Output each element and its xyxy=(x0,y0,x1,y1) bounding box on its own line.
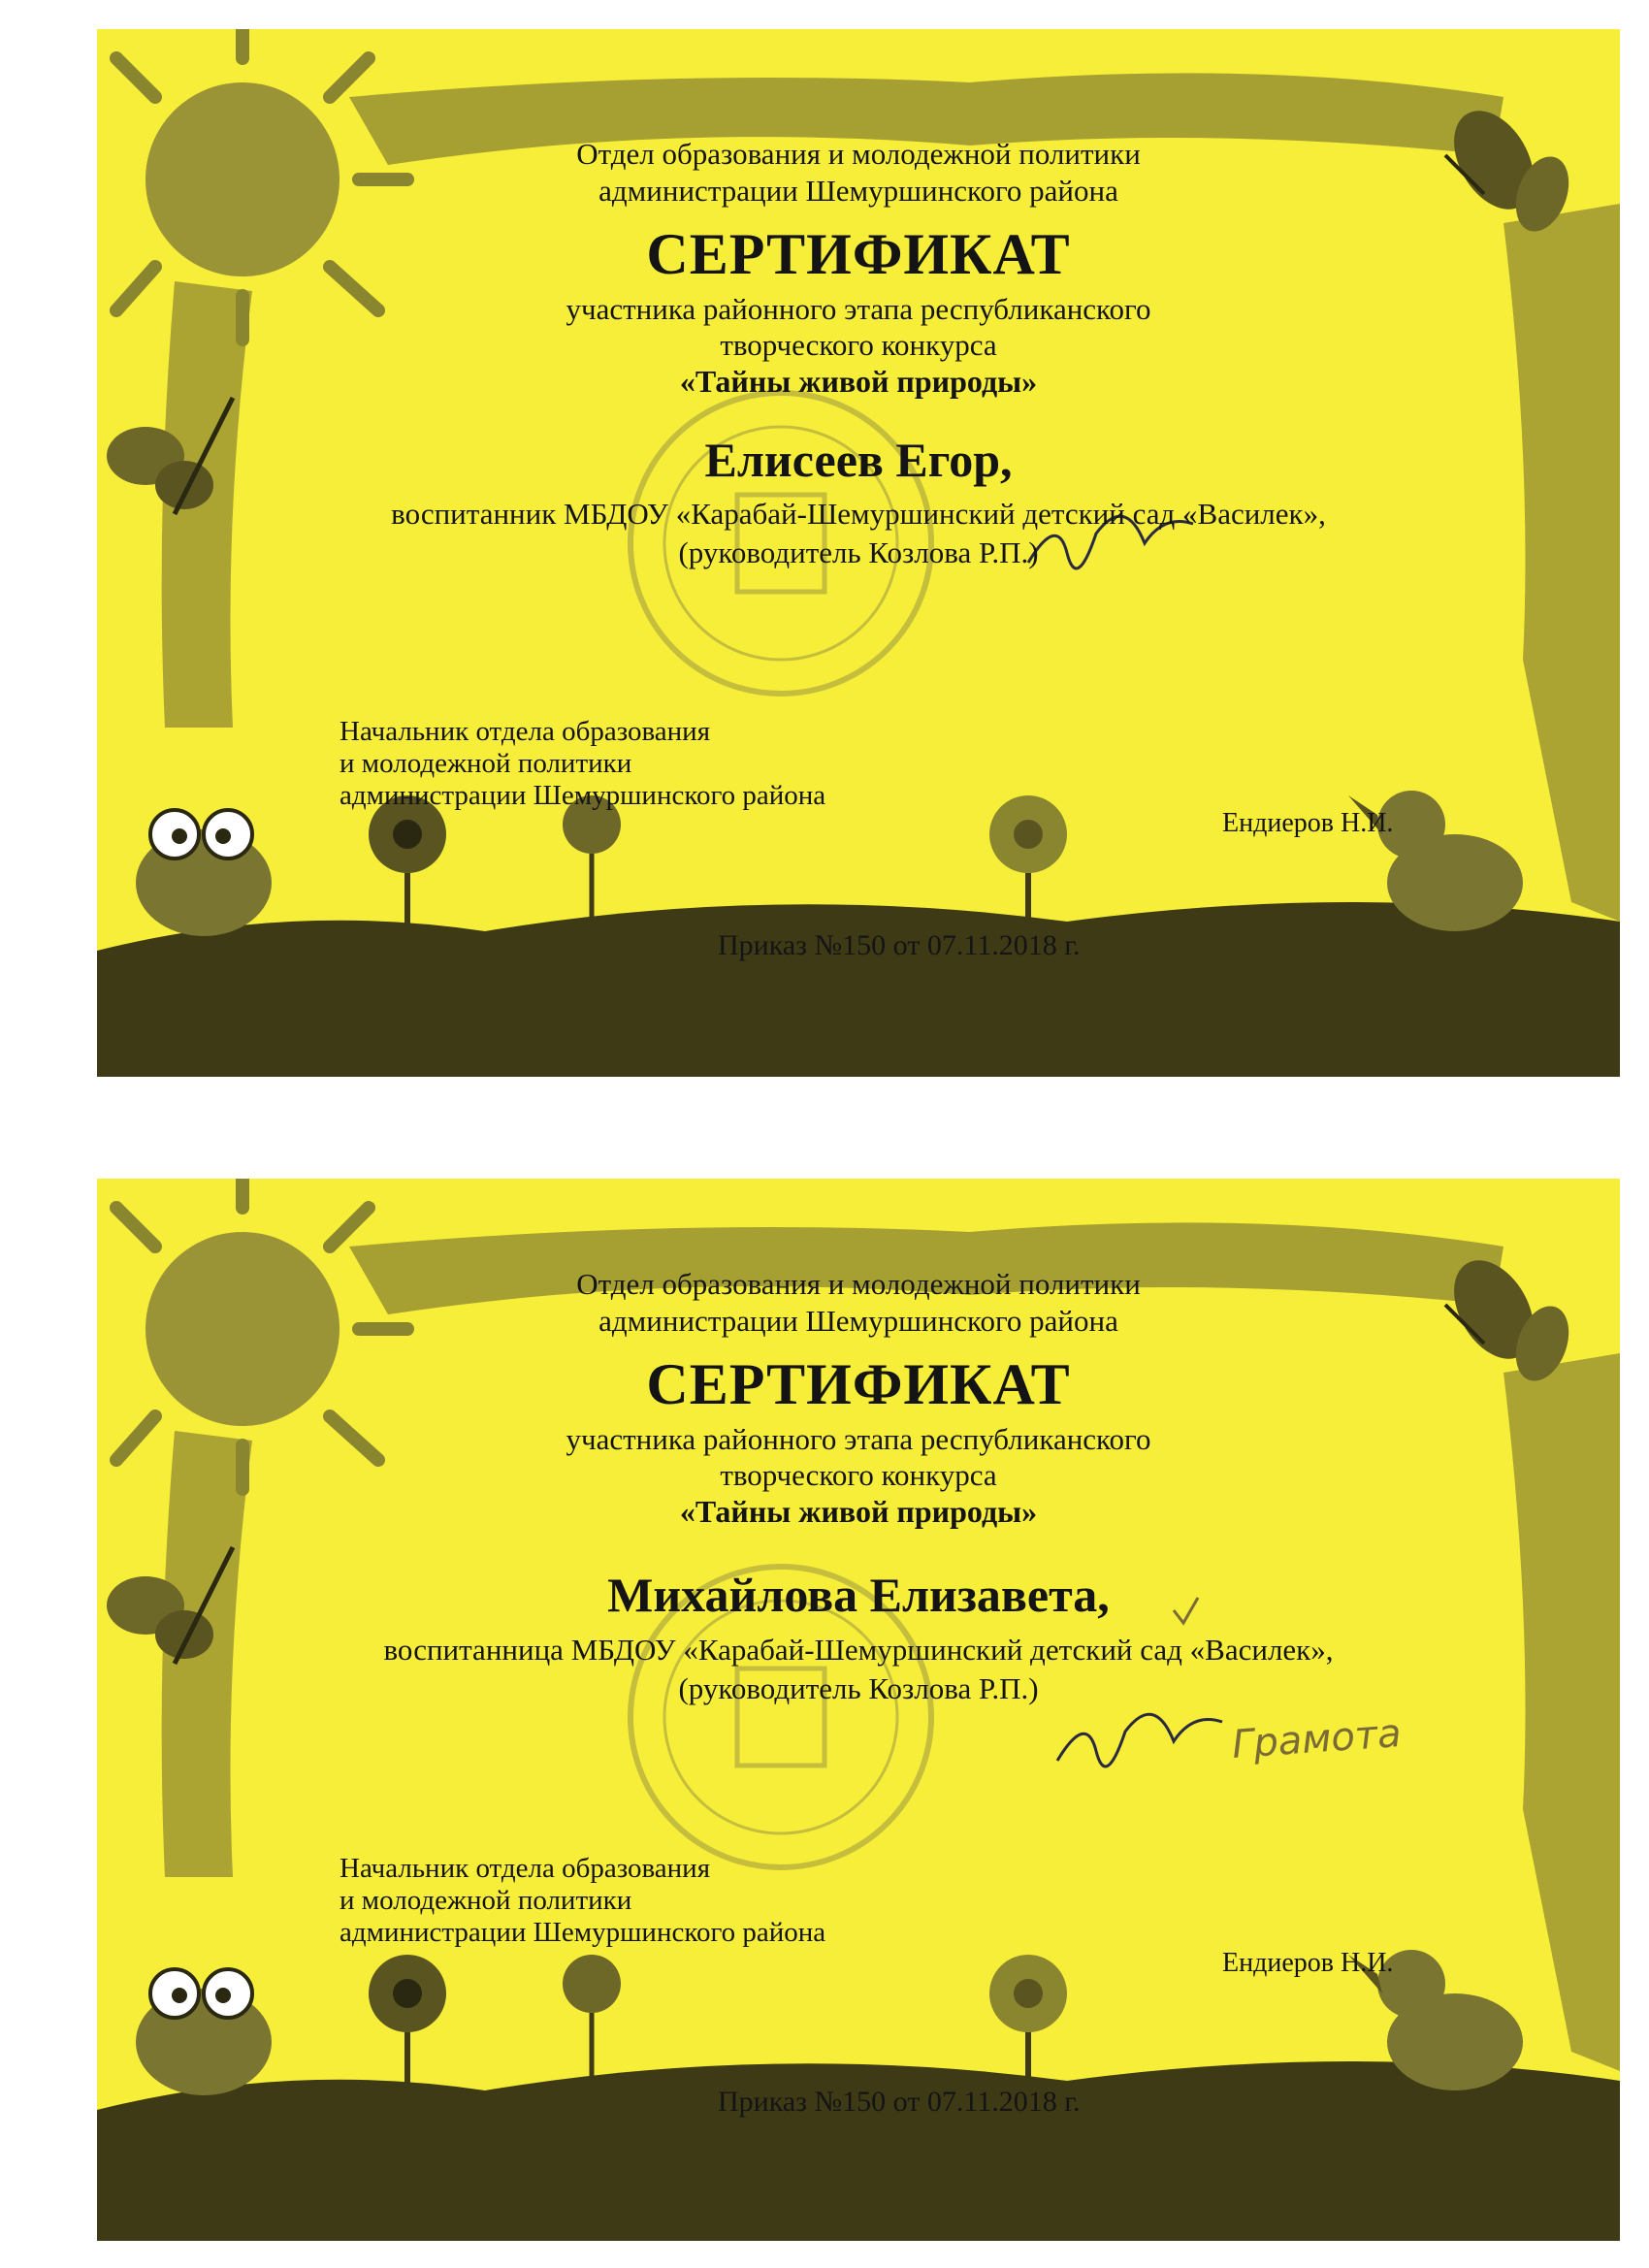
signer-title-line-2: и молодежной политики xyxy=(340,1885,632,1916)
frog-icon xyxy=(136,1969,272,2095)
issuer-line-1: Отдел образования и молодежной политики xyxy=(576,1267,1141,1301)
issuer-line-1: Отдел образования и молодежной политики xyxy=(576,137,1141,171)
issuer-line-2: администрации Шемуршинского района xyxy=(598,1304,1118,1338)
order-reference: Приказ №150 от 07.11.2018 г. xyxy=(718,2086,1081,2118)
certificate-1 xyxy=(97,29,1620,1077)
certificate-title: СЕРТИФИКАТ xyxy=(646,1352,1071,1416)
issuer-line-2: администрации Шемуршинского района xyxy=(598,174,1118,208)
signer-name: Ендиеров Н.И. xyxy=(1222,1948,1394,1978)
signer-title-line-1: Начальник отдела образования xyxy=(340,1853,711,1884)
recipient-institution: воспитанница МБДОУ «Карабай-Шемуршинский детский сад «Василек», xyxy=(383,1633,1334,1667)
ground xyxy=(97,902,1620,1077)
signer-title-line-3: администрации Шемуршинского района xyxy=(340,1917,826,1948)
certificate-title: СЕРТИФИКАТ xyxy=(646,222,1071,286)
contest-name: «Тайны живой природы» xyxy=(679,364,1038,399)
subtitle-line-2: творческого конкурса xyxy=(720,328,997,362)
signer-name: Ендиеров Н.И. xyxy=(1222,808,1394,838)
frog-icon xyxy=(136,810,272,936)
signature xyxy=(1057,1714,1222,1766)
leader-name: (руководитель Козлова Р.П.) xyxy=(678,535,1039,569)
contest-name: «Тайны живой природы» xyxy=(679,1494,1038,1529)
subtitle-line-1: участника районного этапа республиканского xyxy=(566,1422,1151,1456)
subtitle-line-2: творческого конкурса xyxy=(720,1458,997,1492)
signer-title-line-3: администрации Шемуршинского района xyxy=(340,780,826,811)
subtitle-line-1: участника районного этапа республиканского xyxy=(566,292,1151,326)
signer-title-line-1: Начальник отдела образования xyxy=(340,716,711,747)
order-reference: Приказ №150 от 07.11.2018 г. xyxy=(718,929,1081,961)
leader-name: (руководитель Козлова Р.П.) xyxy=(678,1671,1039,1705)
certificate-2 xyxy=(97,1179,1620,2241)
signer-title-line-2: и молодежной политики xyxy=(340,748,632,779)
recipient-name: Елисеев Егор, xyxy=(704,433,1013,487)
handwritten-note: Грамота xyxy=(1230,1710,1404,1768)
recipient-institution: воспитанник МБДОУ «Карабай-Шемуршинский детский сад «Василек», xyxy=(391,497,1326,531)
recipient-name: Михайлова Елизавета, xyxy=(607,1568,1110,1622)
